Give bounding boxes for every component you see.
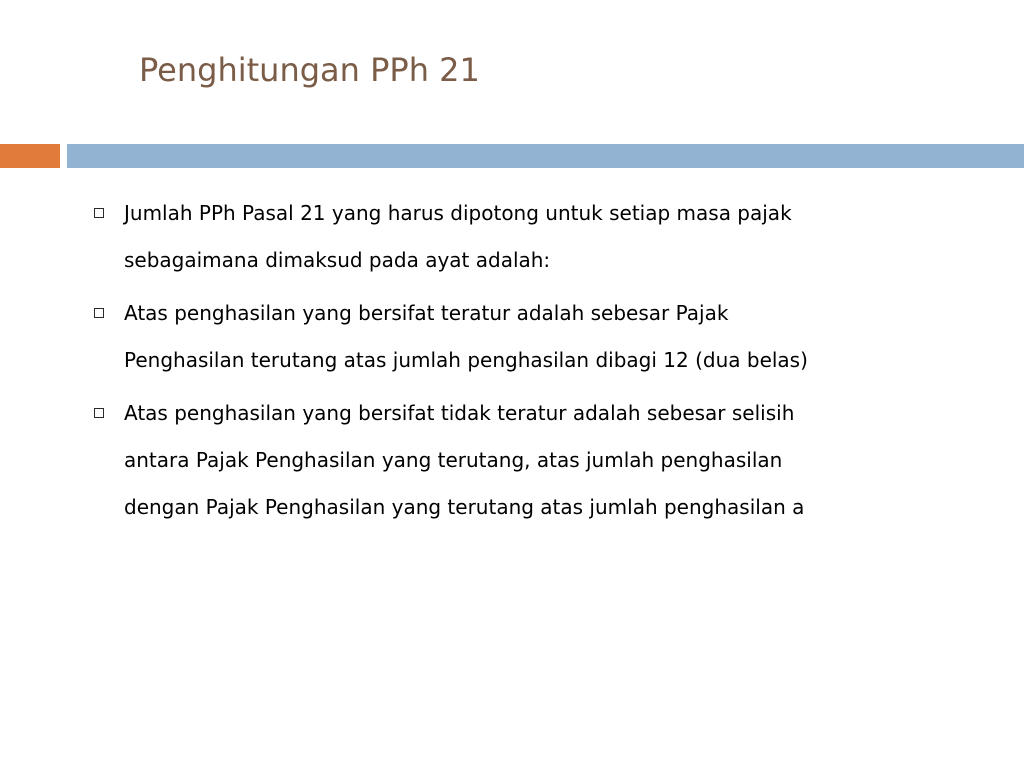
hollow-square-bullet-icon — [94, 308, 104, 318]
accent-bar — [0, 144, 60, 168]
bullet-line: Atas penghasilan yang bersifat teratur adalah sebesar Pajak — [124, 301, 729, 325]
bullet-line: antara Pajak Penghasilan yang terutang, atas jumlah penghasilan — [124, 448, 783, 472]
slide-title: Penghitungan PPh 21 — [139, 51, 480, 89]
bullet-list — [124, 190, 924, 537]
bullet-line: dengan Pajak Penghasilan yang terutang atas jumlah penghasilan a — [124, 495, 805, 519]
bullet-line: Jumlah PPh Pasal 21 yang harus dipotong untuk setiap masa pajak — [124, 201, 792, 225]
bullet-item — [124, 190, 924, 284]
bullet-item — [124, 290, 924, 384]
bullet-line: sebagaimana dimaksud pada ayat adalah: — [124, 248, 551, 272]
header-divider-bar — [67, 144, 1024, 168]
bullet-item — [124, 390, 924, 531]
hollow-square-bullet-icon — [94, 208, 104, 218]
hollow-square-bullet-icon — [94, 408, 104, 418]
bullet-line: Atas penghasilan yang bersifat tidak teratur adalah sebesar selisih — [124, 401, 795, 425]
bullet-line: Penghasilan terutang atas jumlah penghasilan dibagi 12 (dua belas) — [124, 348, 808, 372]
